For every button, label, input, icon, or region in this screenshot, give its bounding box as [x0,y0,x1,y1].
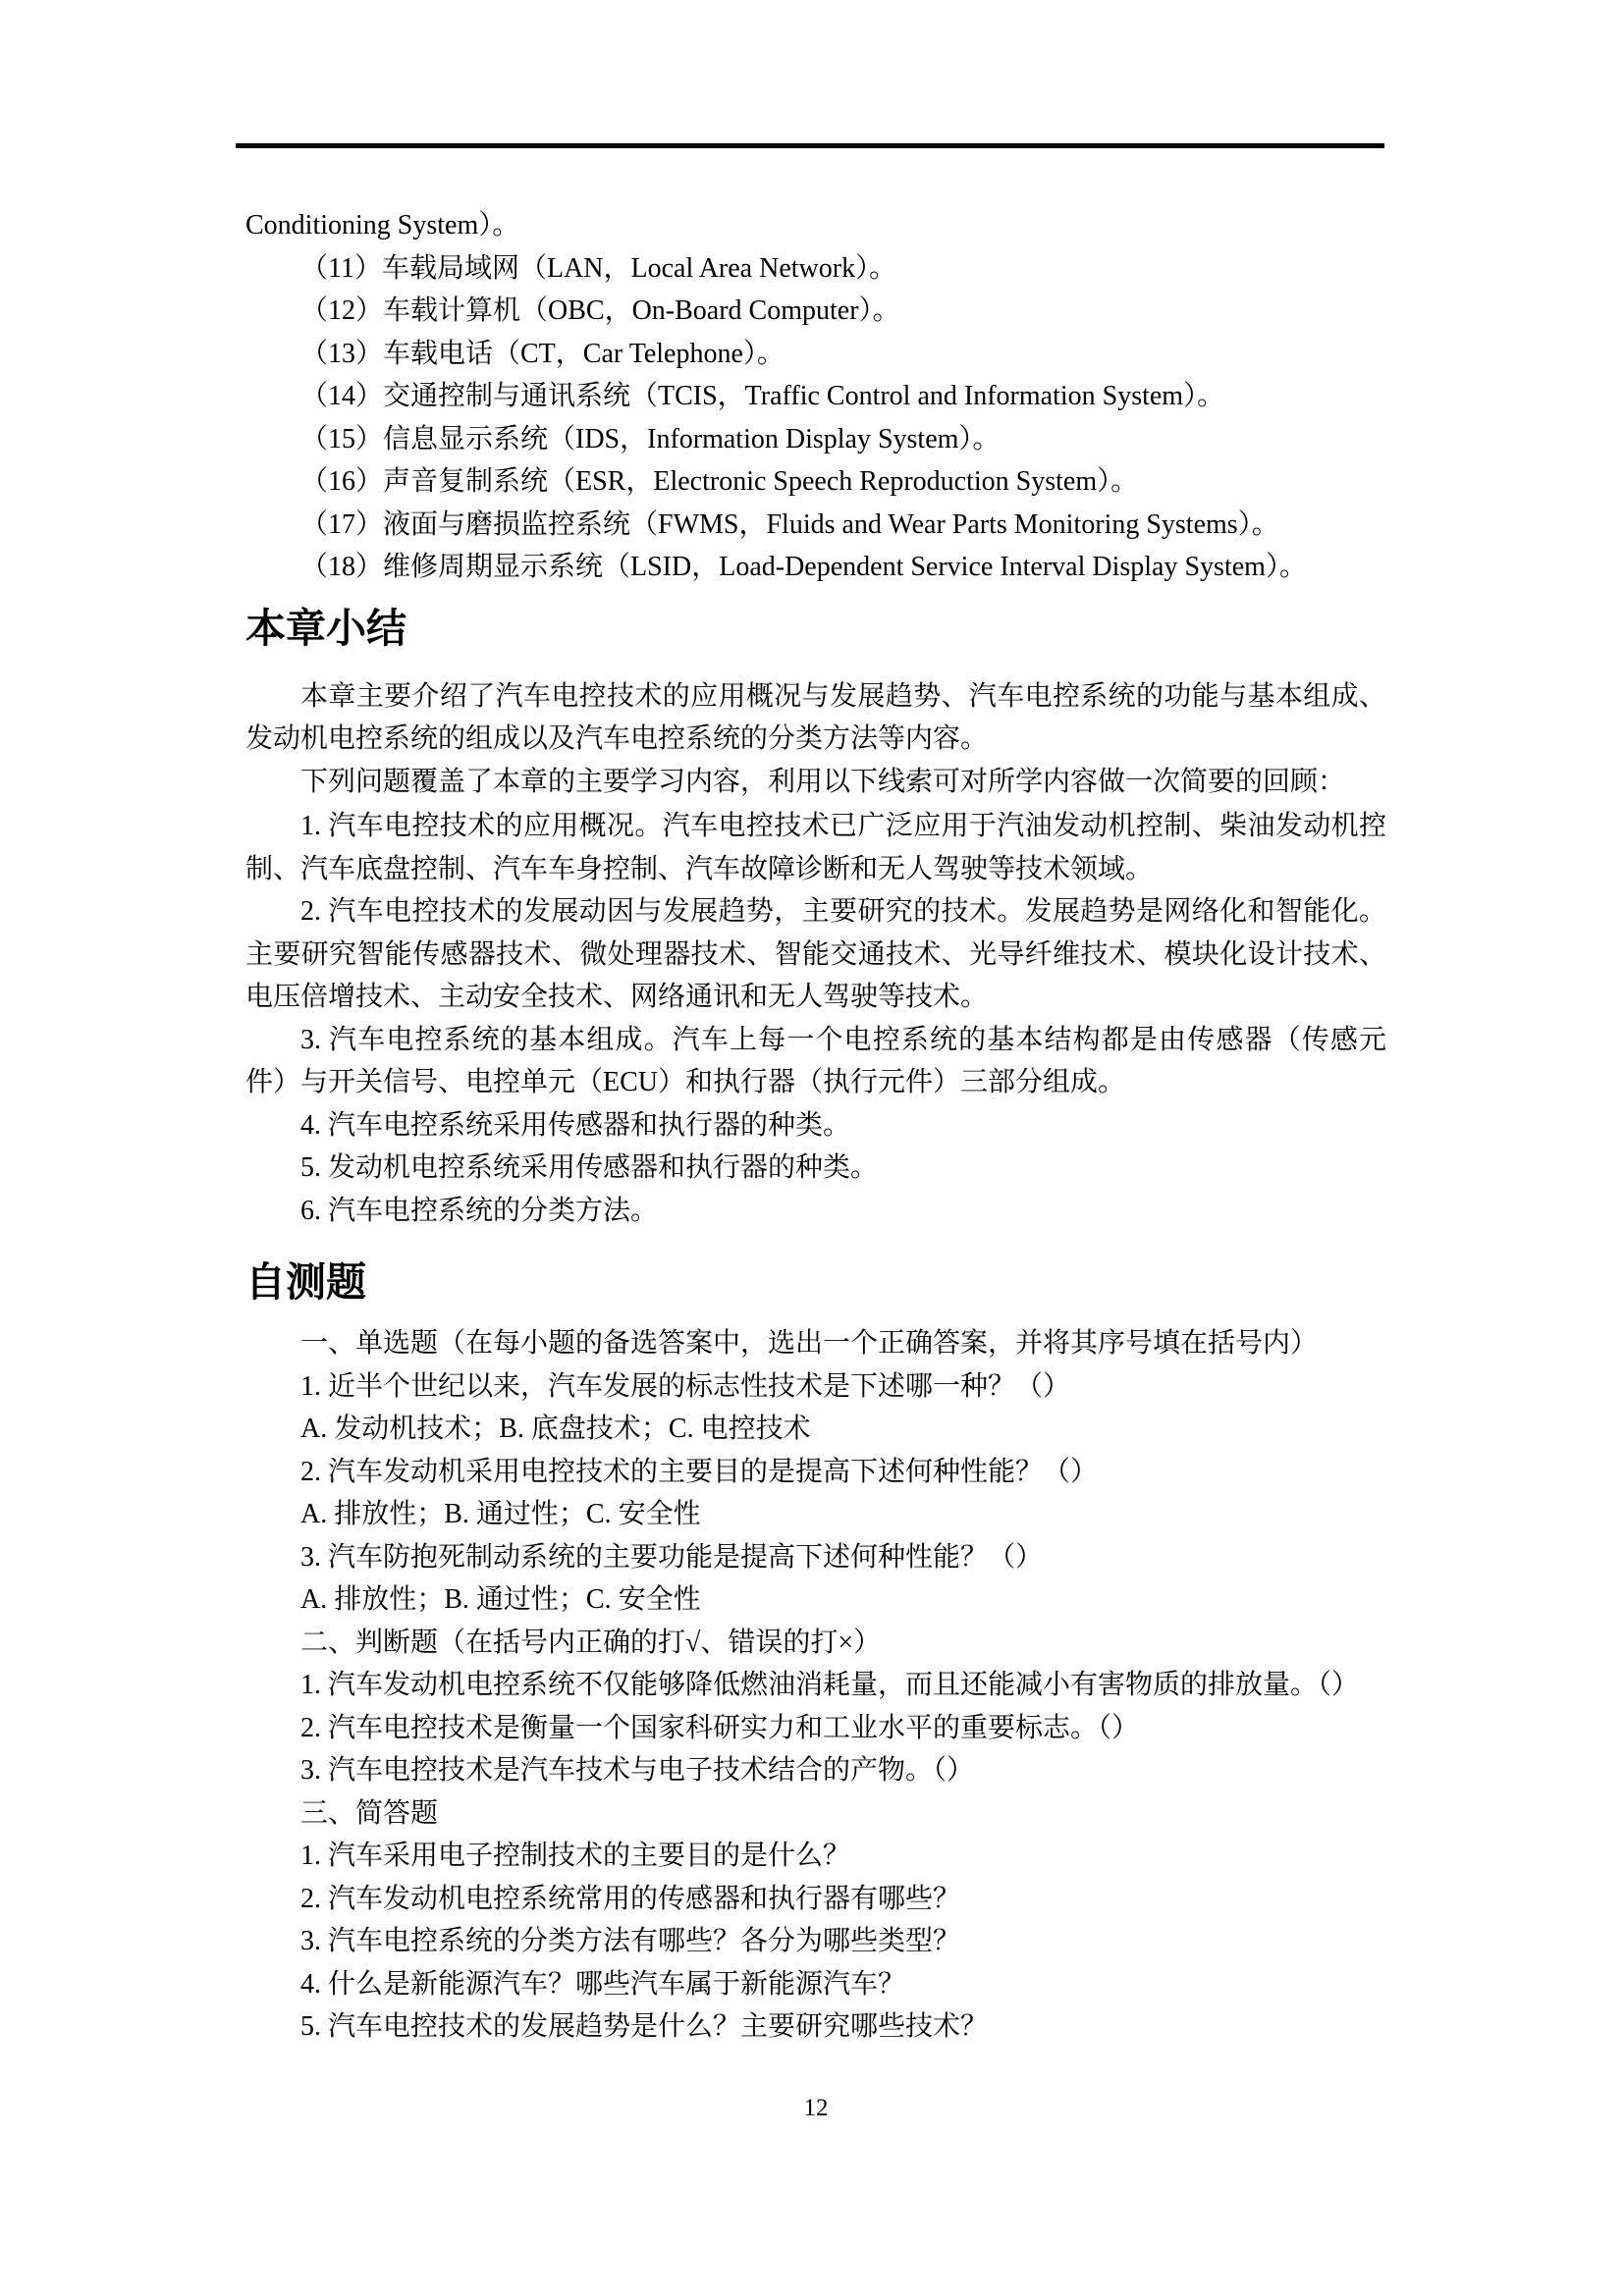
review-point: 3. 汽车电控系统的基本组成。汽车上每一个电控系统的基本结构都是由传感器（传感元件）与开关信号、电控单元（ECU）和执行器（执行元件）三部分组成。 [245,1024,1386,1097]
review-point: 1. 汽车电控技术的应用概况。汽车电控技术已广泛应用于汽油发动机控制、柴油发动机控制、汽车底盘控制、汽车车身控制、汽车故障诊断和无人驾驶等技术领域。 [245,811,1386,884]
paragraph-continuation: Conditioning System）。 [245,210,520,240]
review-point: 2. 汽车电控技术的发展动因与发展趋势，主要研究的技术。发展趋势是网络化和智能化。主要研究智能传感器技术、微处理器技术、智能交通技术、光导纤维技术、模块化设计技术、电压倍增技术、主动安全技术、网络通讯和无人驾驶等技术。 [245,896,1386,1012]
self-test-line: A. 排放性；B. 通过性；C. 安全性 [300,1499,701,1529]
self-test-line: 3. 汽车电控系统的分类方法有哪些？各分为哪些类型？ [300,1926,961,1956]
summary-paragraph: 本章主要介绍了汽车电控技术的应用概况与发展趋势、汽车电控系统的功能与基本组成、发动机电控系统的组成以及汽车电控系统的分类方法等内容。 [245,680,1386,754]
self-test-line: 一、单选题（在每小题的备选答案中，选出一个正确答案，并将其序号填在括号内） [300,1328,1319,1359]
self-test-line: 1. 汽车采用电子控制技术的主要目的是什么？ [300,1841,851,1871]
self-test-line: 2. 汽车发动机电控系统常用的传感器和执行器有哪些？ [300,1883,961,1914]
self-test-line: 1. 近半个世纪以来，汽车发展的标志性技术是下述哪一种？（） [300,1370,1071,1402]
page-number: 12 [803,2095,829,2121]
list-item: （15）信息显示系统（IDS，Information Display System）。 [300,423,1001,454]
summary-paragraph: 下列问题覆盖了本章的主要学习内容，利用以下线索可对所学内容做一次简要的回顾： [300,766,1346,797]
list-item: （13）车载电话（CT，Car Telephone）。 [300,338,785,369]
list-item: （18）维修周期显示系统（LSID，Load-Dependent Service Interval Display System）。 [300,552,1307,582]
list-item: （17）液面与磨损监控系统（FWMS，Fluids and Wear Parts Monitoring Systems）。 [300,508,1279,540]
self-test-line: 2. 汽车发动机采用电控技术的主要目的是提高下述何种性能？（） [300,1456,1099,1487]
self-test-line: A. 排放性；B. 通过性；C. 安全性 [300,1584,701,1615]
page-content [245,204,1386,2049]
self-test-line: 5. 汽车电控技术的发展趋势是什么？主要研究哪些技术？ [300,2011,989,2042]
self-test-section-heading: 自测题 [245,1259,366,1305]
list-item: （12）车载计算机（OBC，On-Board Computer）。 [300,295,900,326]
self-test-line: A. 发动机技术；B. 底盘技术；C. 电控技术 [300,1414,811,1444]
review-points [245,805,1386,1232]
self-test-line: 4. 什么是新能源汽车？哪些汽车属于新能源汽车？ [300,1968,906,2000]
review-point: 6. 汽车电控系统的分类方法。 [300,1195,659,1226]
header-divider-rule [236,143,1384,148]
self-test-body [245,1322,1386,2049]
list-item: （16）声音复制系统（ESR，Electronic Speech Reproduction System）。 [300,466,1139,497]
self-test-line: 二、判断题（在括号内正确的打√、错误的打×） [300,1627,882,1658]
self-test-line: 2. 汽车电控技术是衡量一个国家科研实力和工业水平的重要标志。（） [300,1712,1140,1743]
review-point: 4. 汽车电控系统采用传感器和执行器的种类。 [300,1109,851,1141]
review-point: 5. 发动机电控系统采用传感器和执行器的种类。 [300,1152,879,1183]
list-item: （11）车载局域网（LAN，Local Area Network）。 [300,252,897,284]
self-test-line: 3. 汽车电控技术是汽车技术与电子技术结合的产物。（） [300,1755,975,1786]
self-test-line: 三、简答题 [300,1797,439,1829]
self-test-line: 3. 汽车防抱死制动系统的主要功能是提高下述何种性能？（） [300,1541,1044,1573]
list-item: （14）交通控制与通讯系统（TCIS，Traffic Control and Information System）。 [300,381,1225,411]
self-test-line: 1. 汽车发动机电控系统不仅能够降低燃油消耗量，而且还能减小有害物质的排放量。（） [300,1670,1360,1700]
summary-section-heading: 本章小结 [245,605,406,651]
